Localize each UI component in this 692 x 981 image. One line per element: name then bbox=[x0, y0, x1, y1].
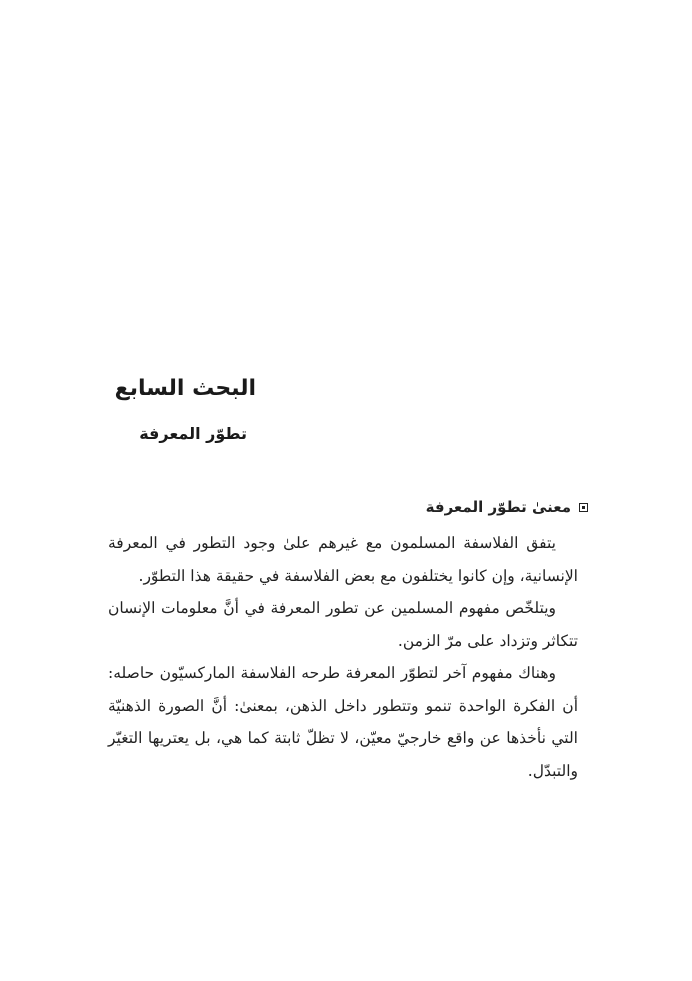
paragraph: يتفق الفلاسفة المسلمون مع غيرهم علىٰ وجود التطور في المعرفة الإنسانية، وإن كانوا يختلفون مع بعض الفلاسفة في حقيقة هذا التطوّر. bbox=[108, 534, 578, 585]
square-bullet-icon bbox=[579, 503, 588, 512]
paragraph: وهناك مفهوم آخر لتطوّر المعرفة طرحه الفلاسفة الماركسيّون حاصله: أن الفكرة الواحدة تنمو وتتطور داخل الذهن، بمعنىٰ: أنَّ الصورة الذهنيّة التي نأخذها عن واقع خارجيّ معيّن، لا تظلّ ثابتة كما هي، بل يعتريها التغيّر والتبدّل. bbox=[108, 664, 578, 780]
chapter-subtitle: تطوّر المعرفة bbox=[139, 424, 247, 443]
paragraph: ويتلخّص مفهوم المسلمين عن تطور المعرفة في أنَّ معلومات الإنسان تتكاثر وتزداد على مرّ الزمن. bbox=[108, 599, 578, 650]
section-heading-row bbox=[108, 493, 588, 521]
chapter-title: البحث السابع bbox=[114, 376, 256, 401]
section-body bbox=[108, 527, 578, 787]
section bbox=[108, 493, 578, 787]
section-heading: معنىٰ تطوّر المعرفة bbox=[425, 498, 571, 516]
